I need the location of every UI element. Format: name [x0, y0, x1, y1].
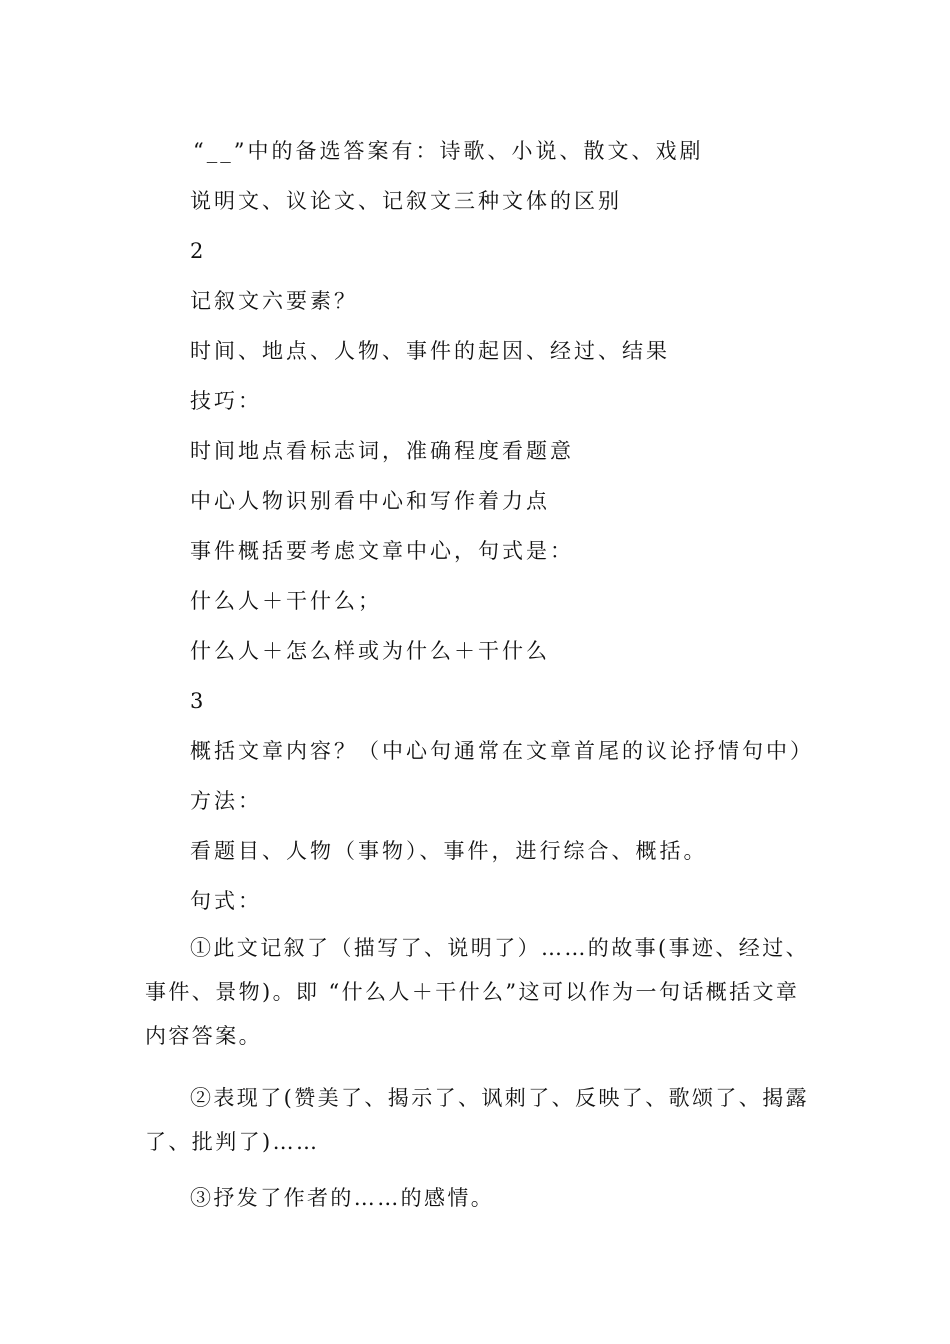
label-method: 方法： — [190, 789, 262, 813]
pattern-who-how-why: 什么人＋怎么样或为什么＋干什么 — [190, 639, 550, 663]
label-sentence-pattern: 句式： — [190, 889, 262, 913]
question-six-elements: 记叙文六要素？ — [190, 289, 358, 313]
section-number-2: 2 — [190, 239, 207, 263]
text-line-alternatives: “__”中的备选答案有：诗歌、小说、散文、戏剧 — [193, 139, 704, 163]
question-summarize-content: 概括文章内容？（中心句通常在文章首尾的议论抒情句中） — [190, 739, 814, 763]
pattern-paragraph-2: ②表现了(赞美了、揭示了、讽刺了、反映了、歌颂了、揭露了、批判了)…… — [145, 1086, 809, 1154]
method-description: 看题目、人物（事物）、事件，进行综合、概括。 — [190, 839, 708, 863]
answer-six-elements: 时间、地点、人物、事件的起因、经过、结果 — [190, 339, 670, 363]
label-tips: 技巧： — [190, 389, 262, 413]
tip-time-place: 时间地点看标志词，准确程度看题意 — [190, 439, 574, 463]
tip-central-character: 中心人物识别看中心和写作着力点 — [190, 489, 550, 513]
section-number-3: 3 — [190, 689, 207, 713]
tip-event-summary: 事件概括要考虑文章中心，句式是： — [190, 539, 574, 563]
pattern-paragraph-1: ①此文记叙了（描写了、说明了）……的故事(事迹、经过、事件、景物)。即 “什么人＋干什么”这可以作为一句话概括文章内容答案。 — [145, 936, 809, 1048]
pattern-who-does-what: 什么人＋干什么； — [190, 589, 382, 613]
pattern-paragraph-3: ③抒发了作者的……的感情。 — [190, 1186, 495, 1210]
text-line-genres: 说明文、议论文、记叙文三种文体的区别 — [190, 189, 622, 213]
